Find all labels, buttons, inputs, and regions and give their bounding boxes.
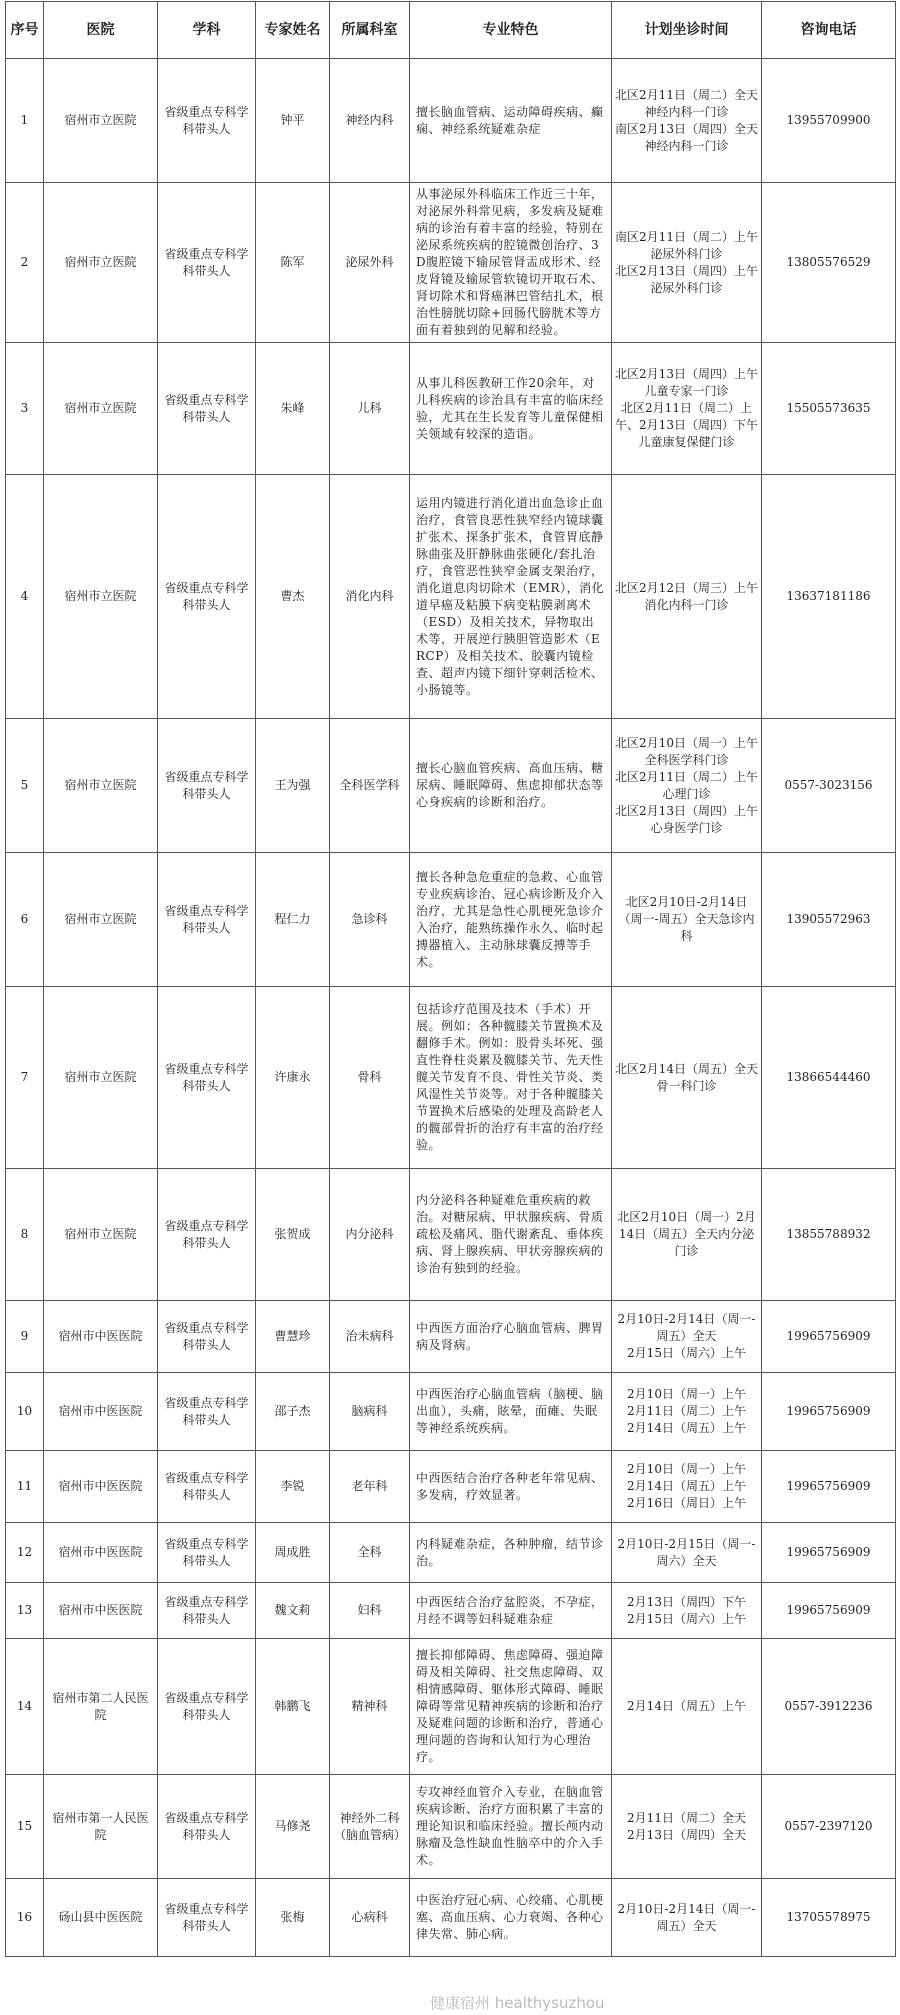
cell-discipline: 省级重点专科学科带头人 bbox=[158, 475, 256, 719]
cell-row-number: 9 bbox=[6, 1301, 44, 1373]
cell-phone: 19965756909 bbox=[762, 1373, 896, 1451]
cell-phone: 0557-3023156 bbox=[762, 719, 896, 853]
cell-schedule: 2月11日（周二）全天 2月13日（周四）全天 bbox=[612, 1775, 762, 1879]
header-expert-name: 专家姓名 bbox=[256, 2, 330, 59]
table-row bbox=[6, 475, 896, 719]
cell-department: 精神科 bbox=[330, 1639, 410, 1775]
cell-discipline: 省级重点专科学科带头人 bbox=[158, 1451, 256, 1523]
cell-row-number: 15 bbox=[6, 1775, 44, 1879]
cell-expert-name: 曹杰 bbox=[256, 475, 330, 719]
cell-expert-name: 朱峰 bbox=[256, 343, 330, 475]
cell-hospital-name: 宿州市立医院 bbox=[44, 719, 158, 853]
cell-expert-name: 程仁力 bbox=[256, 853, 330, 987]
cell-specialty: 擅长抑郁障碍、焦虑障碍、强迫障碍及相关障碍、社交焦虑障碍、双相情感障碍、躯体形式障碍、睡眠障碍等常见精神疾病的诊断和治疗及疑难问题的诊断和治疗，普通心理问题的咨询和认知行为心理治疗。 bbox=[410, 1639, 612, 1775]
header-no: 序号 bbox=[6, 2, 44, 59]
cell-hospital-name: 宿州市立医院 bbox=[44, 343, 158, 475]
cell-department: 神经外二科（脑血管病） bbox=[330, 1775, 410, 1879]
cell-department: 消化内科 bbox=[330, 475, 410, 719]
header-discipline: 学科 bbox=[158, 2, 256, 59]
cell-expert-name: 韩鹏飞 bbox=[256, 1639, 330, 1775]
cell-discipline: 省级重点专科学科带头人 bbox=[158, 853, 256, 987]
cell-row-number: 11 bbox=[6, 1451, 44, 1523]
cell-schedule: 2月10日-2月15日（周一-周六）全天 bbox=[612, 1523, 762, 1583]
table-row bbox=[6, 719, 896, 853]
table-row bbox=[6, 1169, 896, 1301]
cell-phone: 13805576529 bbox=[762, 183, 896, 343]
cell-specialty: 专攻神经血管介入专业，在脑血管疾病诊断、治疗方面积累了丰富的理论知识和临床经验。擅长颅内动脉瘤及急性缺血性脑卒中的介入手术。 bbox=[410, 1775, 612, 1879]
cell-department: 儿科 bbox=[330, 343, 410, 475]
cell-schedule: 北区2月10日（周一）2月14日（周五）全天内分泌门诊 bbox=[612, 1169, 762, 1301]
cell-expert-name: 王为强 bbox=[256, 719, 330, 853]
cell-hospital-name: 砀山县中医医院 bbox=[44, 1879, 158, 1957]
cell-phone: 13637181186 bbox=[762, 475, 896, 719]
cell-department: 妇科 bbox=[330, 1583, 410, 1639]
cell-expert-name: 魏文莉 bbox=[256, 1583, 330, 1639]
cell-expert-name: 曹慧珍 bbox=[256, 1301, 330, 1373]
header-phone: 咨询电话 bbox=[762, 2, 896, 59]
cell-specialty: 从事泌尿外科临床工作近三十年，对泌尿外科常见病，多发病及疑难病的诊治有着丰富的经验，特别在泌尿系统疾病的腔镜微创治疗、3D腹腔镜下输尿管肾盂成形术、经皮肾镜及输尿管软镜切开取石术、肾切除术和肾癌淋巴管结扎术，根治性膀胱切除+回肠代膀胱术等方面有着独到的见解和经验。 bbox=[410, 183, 612, 343]
cell-phone: 0557-2397120 bbox=[762, 1775, 896, 1879]
cell-phone: 13705578975 bbox=[762, 1879, 896, 1957]
cell-row-number: 2 bbox=[6, 183, 44, 343]
watermark-text: 健康宿州 healthysuzhou bbox=[430, 1994, 605, 2012]
table-row bbox=[6, 987, 896, 1169]
cell-discipline: 省级重点专科学科带头人 bbox=[158, 1523, 256, 1583]
header-hospital: 医院 bbox=[44, 2, 158, 59]
table-row bbox=[6, 343, 896, 475]
cell-hospital-name: 宿州市第二人民医院 bbox=[44, 1639, 158, 1775]
cell-hospital-name: 宿州市中医医院 bbox=[44, 1373, 158, 1451]
table-body bbox=[6, 59, 896, 1957]
cell-schedule: 北区2月14日（周五）全天骨一科门诊 bbox=[612, 987, 762, 1169]
cell-row-number: 12 bbox=[6, 1523, 44, 1583]
cell-phone: 13866544460 bbox=[762, 987, 896, 1169]
table-row bbox=[6, 183, 896, 343]
cell-row-number: 5 bbox=[6, 719, 44, 853]
table-row bbox=[6, 1373, 896, 1451]
cell-specialty: 内科疑难杂症，各种肿瘤，结节诊治。 bbox=[410, 1523, 612, 1583]
table-row bbox=[6, 1775, 896, 1879]
cell-hospital-name: 宿州市立医院 bbox=[44, 475, 158, 719]
cell-discipline: 省级重点专科学科带头人 bbox=[158, 1169, 256, 1301]
cell-hospital-name: 宿州市立医院 bbox=[44, 183, 158, 343]
cell-schedule: 2月10日-2月14日（周一-周五）全天 2月15日（周六）上午 bbox=[612, 1301, 762, 1373]
cell-schedule: 2月14日（周五）上午 bbox=[612, 1639, 762, 1775]
cell-row-number: 13 bbox=[6, 1583, 44, 1639]
cell-department: 骨科 bbox=[330, 987, 410, 1169]
cell-expert-name: 钟平 bbox=[256, 59, 330, 183]
cell-department: 治未病科 bbox=[330, 1301, 410, 1373]
cell-row-number: 7 bbox=[6, 987, 44, 1169]
cell-specialty: 包括诊疗范围及技术（手术）开展。例如：各种髋膝关节置换术及翻修手术。例如：股骨头坏死、强直性脊柱炎累及髋膝关节、先天性髋关节发育不良、骨性关节炎、类风湿性关节炎等。对于各种髋膝关节置换术后感染的处理及高龄老人的髋部骨折的治疗有丰富的治疗经验。 bbox=[410, 987, 612, 1169]
expert-schedule-table bbox=[5, 1, 896, 1957]
cell-expert-name: 李锐 bbox=[256, 1451, 330, 1523]
table-row bbox=[6, 1451, 896, 1523]
cell-row-number: 8 bbox=[6, 1169, 44, 1301]
cell-discipline: 省级重点专科学科带头人 bbox=[158, 343, 256, 475]
cell-hospital-name: 宿州市中医医院 bbox=[44, 1523, 158, 1583]
cell-department: 急诊科 bbox=[330, 853, 410, 987]
cell-discipline: 省级重点专科学科带头人 bbox=[158, 1301, 256, 1373]
cell-specialty: 从事儿科医教研工作20余年，对儿科疾病的诊治具有丰富的临床经验，尤其在生长发育等儿童保健相关领域有较深的造诣。 bbox=[410, 343, 612, 475]
cell-specialty: 中西医结合治疗各种老年常见病、多发病，疗效显著。 bbox=[410, 1451, 612, 1523]
cell-department: 全科医学科 bbox=[330, 719, 410, 853]
cell-discipline: 省级重点专科学科带头人 bbox=[158, 1373, 256, 1451]
cell-hospital-name: 宿州市中医医院 bbox=[44, 1583, 158, 1639]
cell-schedule: 南区2月11日（周二）上午泌尿外科门诊 北区2月13日（周四）上午泌尿外科门诊 bbox=[612, 183, 762, 343]
cell-discipline: 省级重点专科学科带头人 bbox=[158, 1583, 256, 1639]
cell-specialty: 中西医治疗心脑血管病（脑梗、脑出血），头痛，眩晕，面瘫、失眠等神经系统疾病。 bbox=[410, 1373, 612, 1451]
cell-hospital-name: 宿州市立医院 bbox=[44, 987, 158, 1169]
cell-specialty: 内分泌科各种疑难危重疾病的救治。对糖尿病、甲状腺疾病、骨质疏松及痛风、脂代谢紊乱、垂体疾病、肾上腺疾病、甲状旁腺疾病的诊治有独到的经验。 bbox=[410, 1169, 612, 1301]
cell-phone: 15505573635 bbox=[762, 343, 896, 475]
cell-specialty: 擅长各种急危重症的急救、心血管专业疾病诊治、冠心病诊断及介入治疗，尤其是急性心肌梗死急诊介入治疗，能熟练操作永久、临时起搏器植入、主动脉球囊反搏等手术。 bbox=[410, 853, 612, 987]
cell-row-number: 6 bbox=[6, 853, 44, 987]
cell-expert-name: 周成胜 bbox=[256, 1523, 330, 1583]
cell-discipline: 省级重点专科学科带头人 bbox=[158, 1639, 256, 1775]
cell-department: 内分泌科 bbox=[330, 1169, 410, 1301]
cell-hospital-name: 宿州市中医医院 bbox=[44, 1301, 158, 1373]
cell-specialty: 中医治疗冠心病、心绞痛、心肌梗塞、高血压病、心力衰竭、各种心律失常、肺心病。 bbox=[410, 1879, 612, 1957]
cell-discipline: 省级重点专科学科带头人 bbox=[158, 183, 256, 343]
cell-department: 泌尿外科 bbox=[330, 183, 410, 343]
table-row bbox=[6, 59, 896, 183]
cell-schedule: 北区2月10日（周一）上午全科医学科门诊 北区2月11日（周二）上午心理门诊 北区2月13日（周四）上午心身医学门诊 bbox=[612, 719, 762, 853]
table-row bbox=[6, 1583, 896, 1639]
table-row bbox=[6, 1523, 896, 1583]
cell-phone: 19965756909 bbox=[762, 1301, 896, 1373]
cell-hospital-name: 宿州市中医医院 bbox=[44, 1451, 158, 1523]
cell-hospital-name: 宿州市立医院 bbox=[44, 1169, 158, 1301]
cell-department: 老年科 bbox=[330, 1451, 410, 1523]
cell-discipline: 省级重点专科学科带头人 bbox=[158, 59, 256, 183]
cell-expert-name: 陈军 bbox=[256, 183, 330, 343]
table-row bbox=[6, 1879, 896, 1957]
cell-expert-name: 许康永 bbox=[256, 987, 330, 1169]
header-schedule: 计划坐诊时间 bbox=[612, 2, 762, 59]
cell-discipline: 省级重点专科学科带头人 bbox=[158, 1775, 256, 1879]
cell-schedule: 北区2月12日（周三）上午消化内科一门诊 bbox=[612, 475, 762, 719]
cell-discipline: 省级重点专科学科带头人 bbox=[158, 1879, 256, 1957]
cell-specialty: 运用内镜进行消化道出血急诊止血治疗，食管良恶性狭窄经内镜球囊扩张术、探条扩张术，食管胃底静脉曲张及肝静脉曲张硬化/套扎治疗，食管恶性狭窄金属支架治疗，消化道息肉切除术（EMR），消化道早癌及粘膜下病变粘膜剥离术（ESD）及相关技术，异物取出术等，开展逆行胰胆管造影术（ERCP）及相关技术、胶囊内镜检查、超声内镜下细针穿刺活检术、小肠镜等。 bbox=[410, 475, 612, 719]
cell-specialty: 中西医方面治疗心脑血管病、脾胃病及肾病。 bbox=[410, 1301, 612, 1373]
cell-row-number: 3 bbox=[6, 343, 44, 475]
cell-phone: 13905572963 bbox=[762, 853, 896, 987]
cell-expert-name: 马修尧 bbox=[256, 1775, 330, 1879]
cell-discipline: 省级重点专科学科带头人 bbox=[158, 719, 256, 853]
table-row bbox=[6, 853, 896, 987]
cell-department: 心病科 bbox=[330, 1879, 410, 1957]
cell-department: 脑病科 bbox=[330, 1373, 410, 1451]
cell-hospital-name: 宿州市第一人民医院 bbox=[44, 1775, 158, 1879]
cell-schedule: 2月13日（周四）下午 2月15日（周六）上午 bbox=[612, 1583, 762, 1639]
cell-expert-name: 邵子杰 bbox=[256, 1373, 330, 1451]
table-row bbox=[6, 1639, 896, 1775]
cell-phone: 13855788932 bbox=[762, 1169, 896, 1301]
cell-schedule: 2月10日（周一）上午 2月14日（周五）上午 2月16日（周日）上午 bbox=[612, 1451, 762, 1523]
cell-expert-name: 张梅 bbox=[256, 1879, 330, 1957]
cell-phone: 19965756909 bbox=[762, 1523, 896, 1583]
cell-row-number: 1 bbox=[6, 59, 44, 183]
cell-specialty: 擅长心脑血管疾病、高血压病、糖尿病、睡眠障碍、焦虑抑郁状态等心身疾病的诊断和治疗。 bbox=[410, 719, 612, 853]
cell-hospital-name: 宿州市立医院 bbox=[44, 59, 158, 183]
cell-specialty: 中西医结合治疗盆腔炎，不孕症，月经不调等妇科疑难杂症 bbox=[410, 1583, 612, 1639]
cell-schedule: 北区2月13日（周四）上午儿童专家一门诊 北区2月11日（周二）上午、2月13日（周四）下午儿童康复保健门诊 bbox=[612, 343, 762, 475]
cell-row-number: 16 bbox=[6, 1879, 44, 1957]
cell-department: 神经内科 bbox=[330, 59, 410, 183]
cell-row-number: 14 bbox=[6, 1639, 44, 1775]
cell-schedule: 2月10日（周一）上午 2月11日（周二）上午 2月14日（周五）上午 bbox=[612, 1373, 762, 1451]
cell-schedule: 2月10日-2月14日（周一-周五）全天 bbox=[612, 1879, 762, 1957]
cell-department: 全科 bbox=[330, 1523, 410, 1583]
table-row bbox=[6, 1301, 896, 1373]
cell-schedule: 北区2月10日-2月14日（周一-周五）全天急诊内科 bbox=[612, 853, 762, 987]
cell-schedule: 北区2月11日（周二）全天神经内科一门诊 南区2月13日（周四）全天神经内科一门诊 bbox=[612, 59, 762, 183]
cell-phone: 13955709900 bbox=[762, 59, 896, 183]
cell-hospital-name: 宿州市立医院 bbox=[44, 853, 158, 987]
cell-row-number: 10 bbox=[6, 1373, 44, 1451]
cell-discipline: 省级重点专科学科带头人 bbox=[158, 987, 256, 1169]
cell-phone: 19965756909 bbox=[762, 1451, 896, 1523]
cell-specialty: 擅长脑血管病、运动障碍疾病、癫痫、神经系统疑难杂症 bbox=[410, 59, 612, 183]
cell-expert-name: 张贺成 bbox=[256, 1169, 330, 1301]
header-department: 所属科室 bbox=[330, 2, 410, 59]
cell-phone: 0557-3912236 bbox=[762, 1639, 896, 1775]
cell-row-number: 4 bbox=[6, 475, 44, 719]
table-header-row bbox=[6, 2, 896, 59]
header-specialty: 专业特色 bbox=[410, 2, 612, 59]
cell-phone: 19965756909 bbox=[762, 1583, 896, 1639]
